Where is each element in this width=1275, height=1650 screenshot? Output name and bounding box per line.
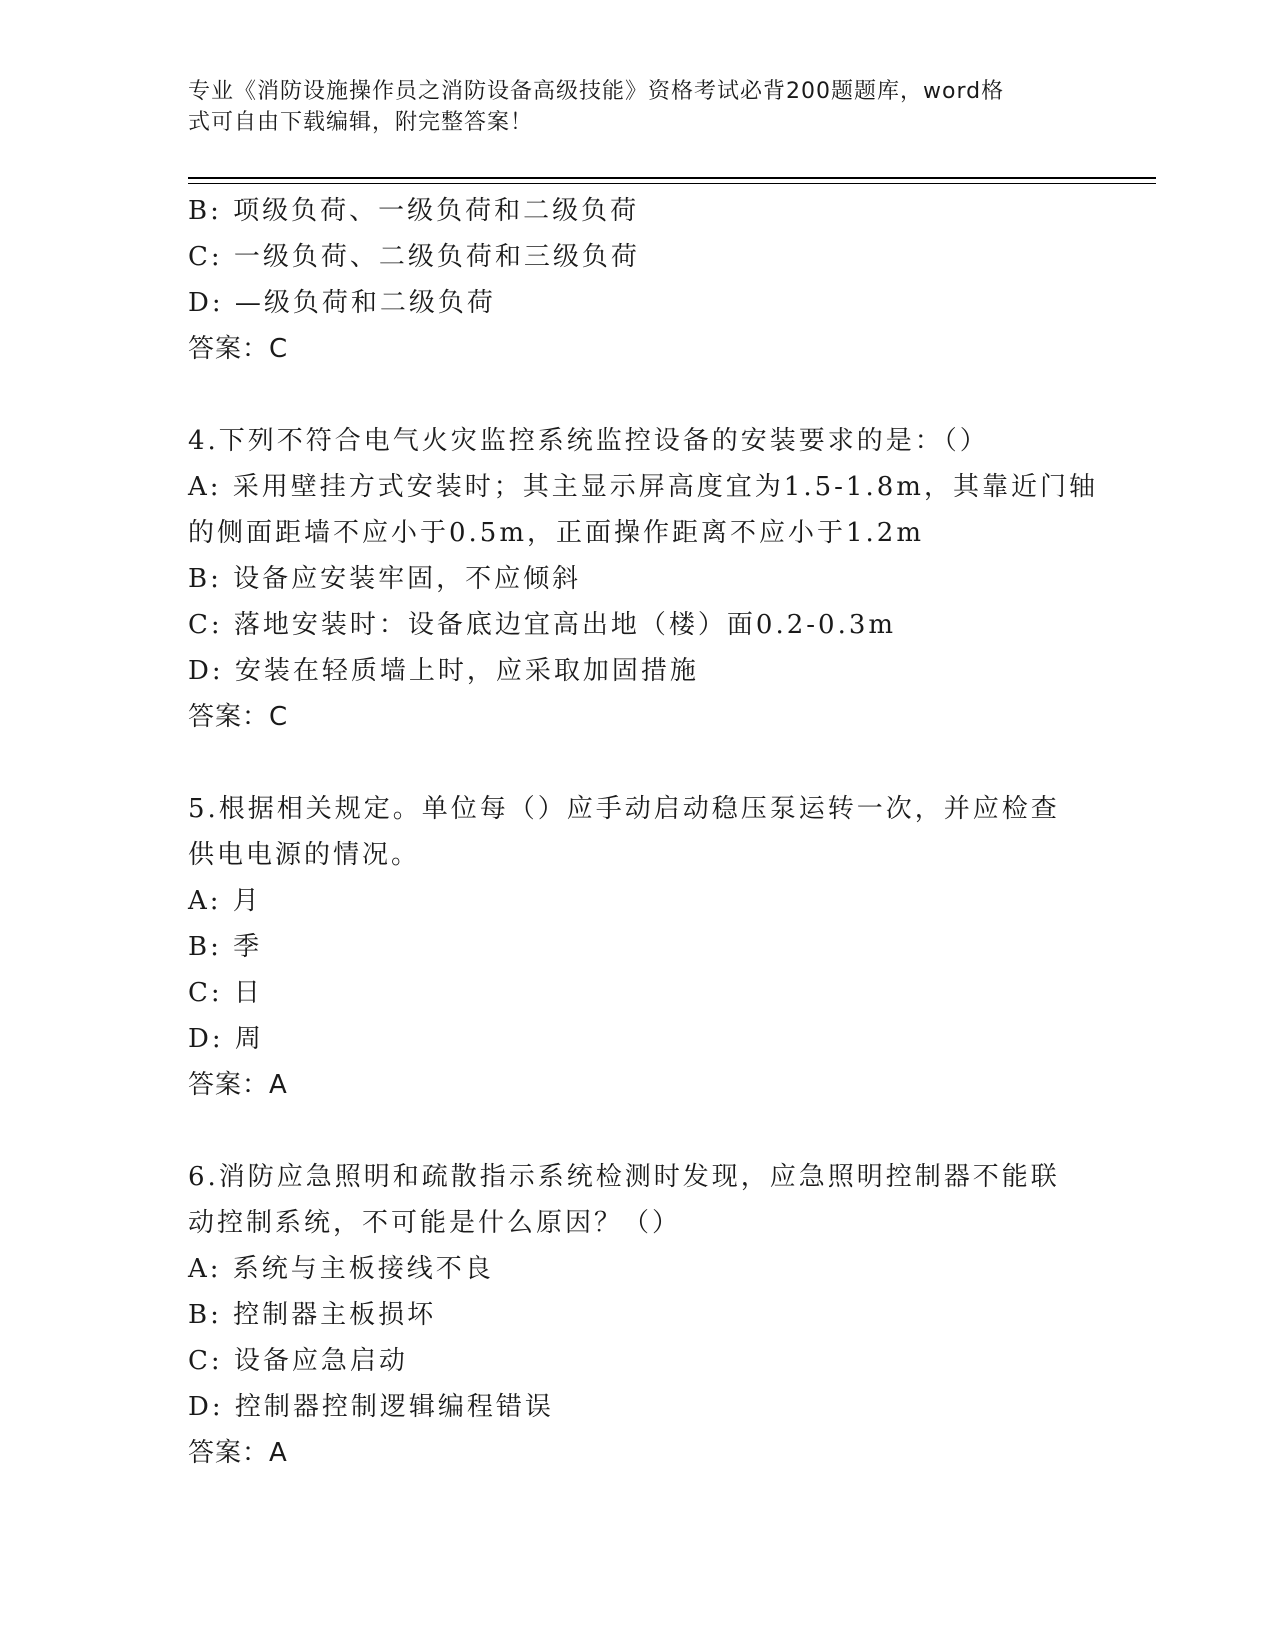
- q5-option-a: A: 月: [188, 886, 262, 916]
- spacer: [188, 1108, 1088, 1154]
- header-rule-thin: [188, 183, 1156, 184]
- q4-option-a-line-2: 的侧面距墙不应小于0.5m，正面操作距离不应小于1.2m: [188, 518, 925, 548]
- question-4: [188, 418, 1098, 740]
- q5-stem-line-1: 5.根据相关规定。单位每（）应手动启动稳压泵运转一次，并应检查: [188, 794, 1060, 824]
- q4-stem: 4.下列不符合电气火灾监控系统监控设备的安装要求的是：（）: [188, 426, 989, 456]
- q5-stem-line-2: 供电电源的情况。: [188, 840, 421, 870]
- q3-option-b: B: 项级负荷、一级负荷和二级负荷: [188, 196, 640, 226]
- q6-stem-line-1: 6.消防应急照明和疏散指示系统检测时发现，应急照明控制器不能联: [188, 1162, 1060, 1192]
- q5-option-c: C: 日: [188, 978, 263, 1008]
- question-3-tail: [188, 188, 1088, 372]
- q3-option-c: C: 一级负荷、二级负荷和三级负荷: [188, 242, 640, 272]
- question-6: [188, 1154, 1088, 1476]
- header-rule-thick: [188, 177, 1156, 179]
- q3-option-d: D: —级负荷和二级负荷: [188, 288, 496, 318]
- header-line-1: 专业《消防设施操作员之消防设备高级技能》资格考试必背200题题库，word格: [188, 79, 1005, 104]
- document-header: [188, 76, 1068, 138]
- q4-option-c: C: 落地安装时：设备底边宜高出地（楼）面0.2-0.3m: [188, 610, 897, 640]
- q6-option-c: C: 设备应急启动: [188, 1346, 408, 1376]
- q6-answer: 答案：A: [188, 1438, 288, 1468]
- q4-option-a-line-1: A: 采用壁挂方式安装时；其主显示屏高度宜为1.5-1.8m，其靠近门轴: [188, 472, 1098, 502]
- q4-answer: 答案：C: [188, 702, 289, 732]
- q6-option-d: D: 控制器控制逻辑编程错误: [188, 1392, 554, 1422]
- q5-option-b: B: 季: [188, 932, 263, 962]
- q5-answer: 答案：A: [188, 1070, 288, 1100]
- q4-option-b: B: 设备应安装牢固，不应倾斜: [188, 564, 582, 594]
- q3-answer: 答案：C: [188, 334, 289, 364]
- question-content: [188, 188, 1098, 1476]
- spacer: [188, 740, 1088, 786]
- header-line-2: 式可自由下载编辑，附完整答案！: [188, 110, 534, 135]
- q4-option-d: D: 安装在轻质墙上时，应采取加固措施: [188, 656, 699, 686]
- q6-stem-line-2: 动控制系统，不可能是什么原因？（）: [188, 1208, 682, 1238]
- q6-option-a: A: 系统与主板接线不良: [188, 1254, 494, 1284]
- spacer: [188, 372, 1088, 418]
- question-5: [188, 786, 1088, 1108]
- q5-option-d: D: 周: [188, 1024, 264, 1054]
- q6-option-b: B: 控制器主板损坏: [188, 1300, 437, 1330]
